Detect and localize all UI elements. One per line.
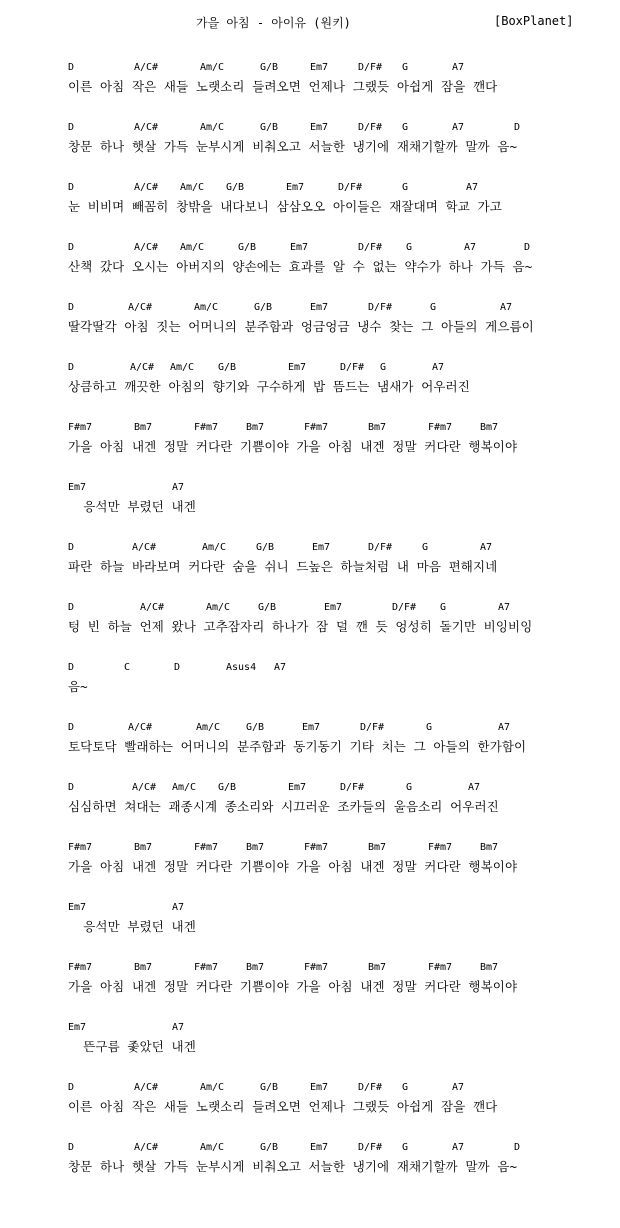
- chord-label: Em7: [68, 482, 87, 493]
- verse-block: [68, 542, 608, 574]
- chord-row: [68, 962, 608, 976]
- chord-label: Bm7: [480, 422, 499, 433]
- chord-label: A/C#: [140, 602, 165, 613]
- chord-label: A/C#: [134, 62, 159, 73]
- chord-label: A/C#: [132, 542, 157, 553]
- verse-block: [68, 482, 608, 514]
- chord-row: [68, 782, 608, 796]
- chord-label: G: [402, 1082, 409, 1093]
- lyric-line: 이른 아침 작은 새들 노랫소리 들려오면 언제나 그랬듯 아쉽게 잠을 깬다: [68, 1099, 498, 1114]
- chord-label: A7: [480, 542, 493, 553]
- chord-label: D/F#: [368, 542, 393, 553]
- chord-label: A7: [498, 602, 511, 613]
- chord-label: Asus4: [226, 662, 257, 673]
- lyric-line: 응석만 부렸던 내겐: [68, 919, 196, 934]
- chord-label: A7: [500, 302, 513, 313]
- verse-block: [68, 182, 608, 214]
- verse-block: [68, 962, 608, 994]
- verse-block: [68, 62, 608, 94]
- chord-label: G: [402, 62, 409, 73]
- chord-label: D: [174, 662, 181, 673]
- chord-row: [68, 1022, 608, 1036]
- chord-label: Am/C: [200, 122, 225, 133]
- chord-row: [68, 302, 608, 316]
- chord-label: G/B: [260, 122, 279, 133]
- chord-label: G/B: [260, 62, 279, 73]
- chord-label: G: [430, 302, 437, 313]
- chord-label: Bm7: [246, 422, 265, 433]
- chord-label: Bm7: [368, 842, 387, 853]
- chord-label: D: [68, 302, 75, 313]
- chord-label: G/B: [260, 1082, 279, 1093]
- chord-row: [68, 182, 608, 196]
- chord-label: Bm7: [134, 842, 153, 853]
- chord-label: G/B: [254, 302, 273, 313]
- verse-block: [68, 782, 608, 814]
- verse-block: [68, 662, 608, 694]
- lyric-line: 가을 아침 내겐 정말 커다란 기쁨이야 가을 아침 내겐 정말 커다란 행복이야: [68, 859, 518, 874]
- chord-label: Em7: [68, 902, 87, 913]
- chord-row: [68, 242, 608, 256]
- chord-label: Bm7: [134, 422, 153, 433]
- chord-label: G/B: [256, 542, 275, 553]
- chord-label: D: [524, 242, 531, 253]
- lyric-line: 딸각딸각 아침 짓는 어머니의 분주함과 엉금엉금 냉수 찾는 그 아들의 게으름이: [68, 319, 534, 334]
- chord-label: G: [426, 722, 433, 733]
- verse-block: [68, 1022, 608, 1054]
- chord-label: Bm7: [368, 962, 387, 973]
- sheet-header: [0, 14, 620, 34]
- chord-label: Am/C: [202, 542, 227, 553]
- chord-label: D/F#: [368, 302, 393, 313]
- chord-label: G: [380, 362, 387, 373]
- chord-label: D: [68, 722, 75, 733]
- chord-label: F#m7: [304, 422, 329, 433]
- chord-label: A7: [432, 362, 445, 373]
- chord-label: D: [68, 1142, 75, 1153]
- chord-label: Am/C: [170, 362, 195, 373]
- chord-row: [68, 1082, 608, 1096]
- chord-label: D: [68, 1082, 75, 1093]
- chord-label: Em7: [288, 782, 307, 793]
- chord-label: F#m7: [304, 842, 329, 853]
- lyric-line: 토닥토닥 빨래하는 어머니의 분주함과 동기동기 기타 치는 그 아들의 한가함이: [68, 739, 527, 754]
- chord-label: A/C#: [134, 182, 159, 193]
- lyric-line: 응석만 부렸던 내겐: [68, 499, 196, 514]
- chord-label: F#m7: [304, 962, 329, 973]
- chord-label: Am/C: [200, 1142, 225, 1153]
- chord-label: Bm7: [246, 842, 265, 853]
- verse-block: [68, 302, 608, 334]
- chord-label: A7: [172, 902, 185, 913]
- chord-label: A/C#: [128, 722, 153, 733]
- chord-label: F#m7: [428, 962, 453, 973]
- chord-label: Bm7: [134, 962, 153, 973]
- verse-block: [68, 122, 608, 154]
- chord-row: [68, 722, 608, 736]
- chord-label: G/B: [226, 182, 245, 193]
- chord-label: Am/C: [200, 1082, 225, 1093]
- chord-label: G/B: [238, 242, 257, 253]
- verse-block: [68, 1082, 608, 1114]
- chord-label: F#m7: [68, 422, 93, 433]
- chord-label: D: [68, 62, 75, 73]
- verse-block: [68, 842, 608, 874]
- chord-label: Bm7: [480, 962, 499, 973]
- verse-block: [68, 1142, 608, 1174]
- chord-row: [68, 602, 608, 616]
- chord-label: A/C#: [132, 782, 157, 793]
- chord-label: D: [68, 362, 75, 373]
- chord-label: A/C#: [134, 1142, 159, 1153]
- chord-label: D: [68, 242, 75, 253]
- chord-label: D/F#: [358, 62, 383, 73]
- chord-label: D/F#: [358, 1082, 383, 1093]
- chord-row: [68, 842, 608, 856]
- lyric-line: 창문 하나 햇살 가득 눈부시게 비춰오고 서늘한 냉기에 재채기할까 말까 음~: [68, 139, 518, 154]
- chord-label: Em7: [286, 182, 305, 193]
- chord-label: A/C#: [134, 1082, 159, 1093]
- chord-label: D/F#: [358, 1142, 383, 1153]
- chord-label: Am/C: [180, 182, 205, 193]
- chord-label: A7: [498, 722, 511, 733]
- chord-label: D: [68, 122, 75, 133]
- chord-row: [68, 902, 608, 916]
- chord-label: A/C#: [134, 122, 159, 133]
- chord-label: G: [402, 1142, 409, 1153]
- chord-label: Em7: [312, 542, 331, 553]
- chord-label: D: [68, 782, 75, 793]
- chord-label: D: [68, 602, 75, 613]
- verse-block: [68, 362, 608, 394]
- chord-label: F#m7: [68, 842, 93, 853]
- chord-label: F#m7: [68, 962, 93, 973]
- chord-label: G: [406, 242, 413, 253]
- chord-label: D: [68, 182, 75, 193]
- verse-block: [68, 722, 608, 754]
- song-title: 가을 아침 - 아이유 (원키): [196, 16, 351, 30]
- verse-block: [68, 422, 608, 454]
- source-label: [BoxPlanet]: [494, 14, 574, 28]
- lyric-line: 심심하면 쳐대는 괘종시계 종소리와 시끄러운 조카들의 울음소리 어우러진: [68, 799, 499, 814]
- lyric-line: 가을 아침 내겐 정말 커다란 기쁨이야 가을 아침 내겐 정말 커다란 행복이야: [68, 979, 518, 994]
- chord-label: G: [406, 782, 413, 793]
- chord-label: D/F#: [360, 722, 385, 733]
- chord-label: G: [402, 182, 409, 193]
- chord-label: A7: [466, 182, 479, 193]
- chord-label: Am/C: [172, 782, 197, 793]
- chord-label: A7: [452, 1082, 465, 1093]
- verse-block: [68, 902, 608, 934]
- chord-label: A7: [452, 122, 465, 133]
- chord-label: F#m7: [194, 422, 219, 433]
- verse-block: [68, 242, 608, 274]
- chord-label: A/C#: [130, 362, 155, 373]
- lyric-line: 뜬구름 좇았던 내겐: [68, 1039, 196, 1054]
- chord-label: Am/C: [180, 242, 205, 253]
- chord-label: D/F#: [340, 782, 365, 793]
- chord-label: A7: [452, 1142, 465, 1153]
- chord-row: [68, 542, 608, 556]
- chord-row: [68, 1142, 608, 1156]
- chord-label: Em7: [310, 1082, 329, 1093]
- chord-label: G/B: [258, 602, 277, 613]
- chord-label: Em7: [310, 122, 329, 133]
- chord-label: Em7: [290, 242, 309, 253]
- chord-label: Am/C: [200, 62, 225, 73]
- chord-label: A7: [274, 662, 287, 673]
- chord-label: Am/C: [196, 722, 221, 733]
- chord-label: Em7: [324, 602, 343, 613]
- chord-label: Em7: [310, 1142, 329, 1153]
- chord-label: F#m7: [428, 422, 453, 433]
- chord-label: G: [440, 602, 447, 613]
- chord-label: G: [402, 122, 409, 133]
- chord-label: A7: [468, 782, 481, 793]
- chord-label: D/F#: [392, 602, 417, 613]
- lyric-line: 눈 비비며 빼꼼히 창밖을 내다보니 삼삼오오 아이들은 재잘대며 학교 가고: [68, 199, 502, 214]
- chord-row: [68, 362, 608, 376]
- lyric-line: 가을 아침 내겐 정말 커다란 기쁨이야 가을 아침 내겐 정말 커다란 행복이야: [68, 439, 518, 454]
- chord-label: D/F#: [340, 362, 365, 373]
- chord-label: Bm7: [480, 842, 499, 853]
- lyric-line: 창문 하나 햇살 가득 눈부시게 비춰오고 서늘한 냉기에 재채기할까 말까 음~: [68, 1159, 518, 1174]
- chord-label: A7: [172, 1022, 185, 1033]
- chord-label: Am/C: [206, 602, 231, 613]
- chord-label: G: [422, 542, 429, 553]
- chord-label: Em7: [310, 62, 329, 73]
- chord-label: Bm7: [246, 962, 265, 973]
- lyric-line: 산책 갔다 오시는 아버지의 양손에는 효과를 알 수 없는 약수가 하나 가득 음~: [68, 259, 533, 274]
- chord-label: G/B: [218, 362, 237, 373]
- chord-row: [68, 122, 608, 136]
- chord-row: [68, 482, 608, 496]
- chord-label: Em7: [68, 1022, 87, 1033]
- verse-block: [68, 602, 608, 634]
- chord-label: F#m7: [194, 842, 219, 853]
- chord-label: G/B: [246, 722, 265, 733]
- chord-label: A7: [464, 242, 477, 253]
- chord-label: G/B: [218, 782, 237, 793]
- chord-row: [68, 422, 608, 436]
- chord-label: Em7: [302, 722, 321, 733]
- chord-label: G/B: [260, 1142, 279, 1153]
- chord-label: D: [68, 542, 75, 553]
- chord-label: D: [514, 1142, 521, 1153]
- lyric-line: 상큼하고 깨끗한 아침의 향기와 구수하게 밥 뜸드는 냄새가 어우러진: [68, 379, 470, 394]
- chord-row: [68, 62, 608, 76]
- chord-label: A7: [172, 482, 185, 493]
- chord-label: A7: [452, 62, 465, 73]
- chord-label: A/C#: [134, 242, 159, 253]
- chord-label: Em7: [310, 302, 329, 313]
- chord-label: D: [68, 662, 75, 673]
- chord-label: C: [124, 662, 131, 673]
- chord-label: D/F#: [338, 182, 363, 193]
- lyric-line: 텅 빈 하늘 언제 왔나 고추잠자리 하나가 잠 덜 깬 듯 엉성히 돌기만 비잉비잉: [68, 619, 533, 634]
- chord-label: D: [514, 122, 521, 133]
- chord-label: A/C#: [128, 302, 153, 313]
- chord-label: Em7: [288, 362, 307, 373]
- chord-label: D/F#: [358, 122, 383, 133]
- lyric-line: 이른 아침 작은 새들 노랫소리 들려오면 언제나 그랬듯 아쉽게 잠을 깬다: [68, 79, 498, 94]
- chord-label: D/F#: [358, 242, 383, 253]
- chord-row: [68, 662, 608, 676]
- lyric-line: 파란 하늘 바라보며 커다란 숨을 쉬니 드높은 하늘처럼 내 마음 편해지네: [68, 559, 498, 574]
- chord-label: Am/C: [194, 302, 219, 313]
- chord-label: F#m7: [194, 962, 219, 973]
- chord-label: F#m7: [428, 842, 453, 853]
- lyric-line: 음~: [68, 679, 88, 694]
- chord-label: Bm7: [368, 422, 387, 433]
